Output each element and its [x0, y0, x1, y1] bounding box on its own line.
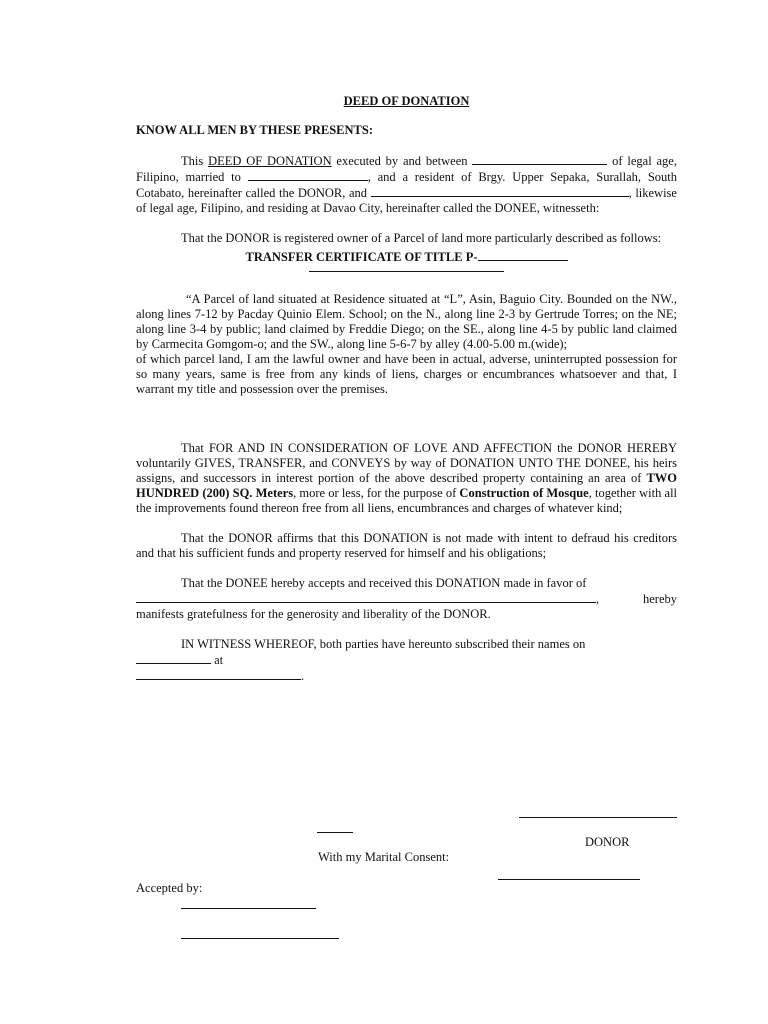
spouse-signature-line [498, 879, 640, 880]
p5-text-c: , together with all the improvements found thereon free from all liens, encumbrances and charges of whatever kind; [136, 486, 678, 515]
purpose-value: Construction of Mosque [459, 486, 589, 500]
paragraph-ownership: That the DONOR is registered owner of a Parcel of land more particularly described as follows: [181, 231, 662, 245]
salutation: KNOW ALL MEN BY THESE PRESENTS: [136, 123, 373, 137]
deed-body [136, 94, 677, 684]
donee-name-blank [371, 185, 629, 197]
donee-acceptance-blank [136, 591, 596, 603]
p1-text-e: , likewise of legal age, Filipino, and residing at Davao City, hereinafter called the DONEE, witnesseth: [136, 186, 677, 215]
short-signature-line [317, 832, 353, 833]
acceptance-line [136, 591, 677, 607]
witness-place-line: . [136, 668, 677, 684]
paragraph-warranty: of which parcel land, I am the lawful owner and have been in actual, adverse, uninterrupted possession for so many years, same is free from any kinds of liens, charges or encumbrances whatsoever and that, I warrant my title and possession over the premises. [136, 352, 677, 396]
donor-signature-line [519, 817, 677, 818]
p5-text-b: , more or less, for the purpose of [293, 486, 460, 500]
p1-text-a: This [181, 154, 209, 168]
donor-label: DONOR [585, 835, 630, 849]
tct-heading [136, 249, 677, 265]
p5-text-a: That FOR AND IN CONSIDERATION OF LOVE AND AFFECTION the DONOR HEREBY voluntarily GIVES, TRANSFER, and CONVEYS by way of DONATION UNTO THE DONEE, his heirs assigns, and successors in interest portion of the above described property containing an area of [136, 441, 677, 485]
marital-consent-label: With my Marital Consent: [318, 850, 450, 864]
paragraph-consideration [136, 441, 677, 516]
witness-date-blank [136, 652, 211, 664]
paragraph-parties [136, 153, 677, 216]
tct-number-blank [478, 249, 568, 261]
p1-text-b: executed by and between [331, 154, 473, 168]
area-value: TWO HUNDRED (200) SQ. Meters [136, 471, 677, 500]
p7-hereby: hereby [642, 592, 677, 606]
p1-deed-title: DEED OF DONATION [208, 154, 332, 168]
document-title: DEED OF DONATION [343, 94, 470, 108]
paragraph-land-description: “A Parcel of land situated at Residence situated at “L”, Asin, Baguio City. Bounded on the NW., along lines 7-12 by Pacday Quinio Elem. School; on the N., along line 2-3 by Gertrude Torres; on the NE; along line 3-4 by public; land claimed by Freddie Diego; on the SE., along line 4-5 by public land claimed by Carmecita Gomgom-o; and the SW., along line 5-6-7 by alley (4.00-5.00 m.(wide); [136, 292, 677, 351]
accepted-by-label: Accepted by: [136, 881, 203, 895]
spouse-name-blank [248, 169, 368, 181]
p1-text-d: , and a resident of Brgy. Upper Sepaka, Surallah, South Cotabato, hereinafter called the DONOR, and [136, 170, 677, 200]
p7-comma: , [596, 592, 600, 606]
donee-name-line [181, 938, 339, 939]
acceptance-blank-wrap [136, 591, 599, 607]
p1-text-c: of legal age, Filipino, married to [136, 154, 677, 184]
witness-date-line [136, 652, 677, 668]
donee-signature-line [181, 908, 316, 909]
paragraph-affirmation: That the DONOR affirms that this DONATION is not made with intent to defraud his creditors and that his sufficient funds and property reserved for himself and his obligations; [136, 531, 677, 560]
tct-underline [309, 271, 504, 272]
donor-name-blank [472, 153, 607, 165]
paragraph-gratitude: manifests gratefulness for the generosity and liberality of the DONOR. [136, 607, 491, 621]
tct-label: TRANSFER CERTIFICATE OF TITLE P- [245, 250, 478, 264]
p7-text-a: That the DONEE hereby accepts and received this DONATION made in favor of [181, 576, 587, 590]
paragraph-acceptance [136, 576, 677, 591]
paragraph-witness: IN WITNESS WHEREOF, both parties have hereunto subscribed their names on [181, 637, 586, 651]
witness-at: at [211, 653, 224, 667]
witness-place-blank [136, 668, 301, 680]
